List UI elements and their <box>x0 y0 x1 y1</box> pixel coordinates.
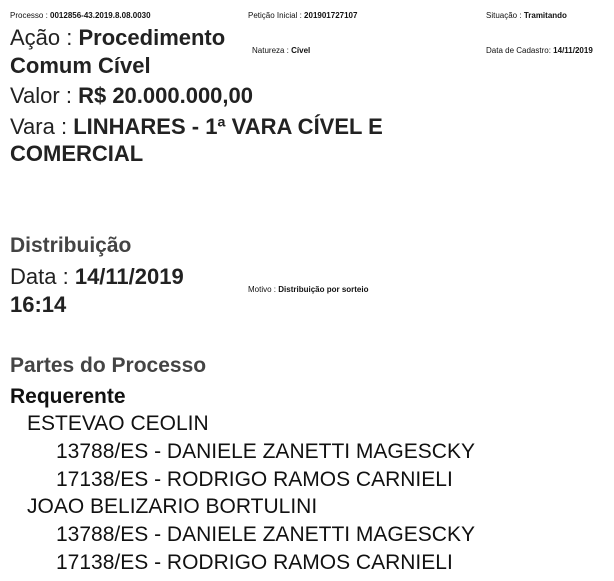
peticao-number: 201901727107 <box>304 11 358 20</box>
lawyer-entry: 17138/ES - RODRIGO RAMOS CARNIELI <box>56 551 453 574</box>
data-cadastro-field <box>486 46 593 56</box>
natureza-field <box>252 46 310 56</box>
vara-field <box>10 113 383 141</box>
valor-value: R$ 20.000.000,00 <box>78 83 254 108</box>
lawyer-entry: 13788/ES - DANIELE ZANETTI MAGESCKY <box>56 523 475 546</box>
data-cadastro-value: 14/11/2019 <box>553 46 593 55</box>
situacao-value: Tramitando <box>523 11 567 20</box>
acao-label: Ação : <box>10 25 73 50</box>
vara-value-line2: COMERCIAL <box>10 141 144 166</box>
distribuicao-title: Distribuição <box>10 234 132 257</box>
processo-label: Processo : <box>10 11 48 20</box>
vara-value-line1: LINHARES - 1ª VARA CÍVEL E <box>73 114 383 139</box>
acao-value-line1: Procedimento <box>78 25 226 50</box>
valor-label: Valor : <box>10 83 72 108</box>
motivo-label: Motivo : <box>248 285 277 294</box>
peticao-label: Petição Inicial : <box>248 11 302 20</box>
party-name: JOAO BELIZARIO BORTULINI <box>27 495 318 518</box>
motivo-field <box>248 285 368 295</box>
natureza-value: Cível <box>291 46 311 55</box>
peticao-field <box>248 11 357 21</box>
processo-number: 0012856-43.2019.8.08.0030 <box>50 11 151 20</box>
acao-field <box>10 24 225 52</box>
situacao-field <box>486 11 567 21</box>
distribuicao-data-field <box>10 263 184 291</box>
situacao-label: Situação : <box>486 11 522 20</box>
partes-title: Partes do Processo <box>10 354 207 377</box>
processo-field <box>10 11 151 21</box>
motivo-value: Distribuição por sorteio <box>278 285 369 294</box>
vara-label: Vara : <box>10 114 68 139</box>
acao-value-line2: Comum Cível <box>10 53 151 78</box>
lawyer-entry: 13788/ES - DANIELE ZANETTI MAGESCKY <box>56 440 475 463</box>
lawyer-entry: 17138/ES - RODRIGO RAMOS CARNIELI <box>56 468 453 491</box>
parte-role: Requerente <box>10 385 126 408</box>
natureza-label: Natureza : <box>252 46 289 55</box>
data-cadastro-label: Data de Cadastro: <box>486 46 551 55</box>
valor-field <box>10 82 253 110</box>
distribuicao-time: 16:14 <box>10 292 67 317</box>
party-name: ESTEVAO CEOLIN <box>27 412 209 435</box>
distribuicao-data-label: Data : <box>10 264 69 289</box>
distribuicao-date: 14/11/2019 <box>74 264 184 289</box>
